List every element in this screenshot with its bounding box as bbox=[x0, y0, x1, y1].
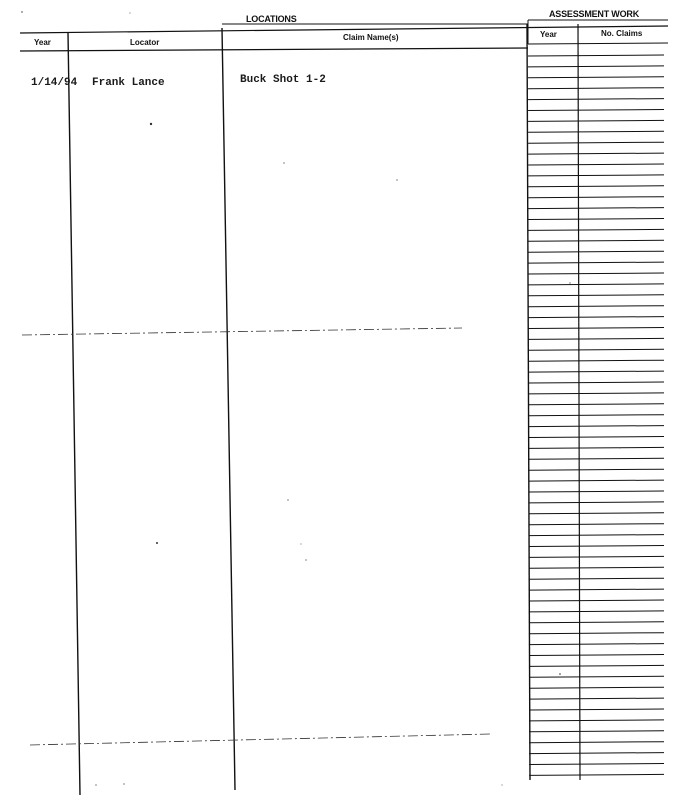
ruled-line bbox=[529, 546, 664, 547]
ruled-line bbox=[529, 524, 664, 525]
ruled-line bbox=[528, 306, 664, 307]
ruled-line bbox=[528, 99, 664, 100]
ruled-line bbox=[528, 77, 664, 78]
ruled-line bbox=[529, 426, 664, 427]
assessment-work-title: ASSESSMENT WORK bbox=[549, 9, 640, 19]
ruled-line bbox=[528, 120, 664, 121]
ruled-line bbox=[528, 273, 664, 274]
ruled-line bbox=[529, 709, 664, 710]
ruled-line bbox=[528, 186, 664, 187]
ruled-line bbox=[528, 142, 664, 143]
ruled-line bbox=[528, 240, 664, 241]
ruled-line bbox=[528, 251, 664, 252]
ruled-line bbox=[529, 611, 664, 612]
ruled-line bbox=[528, 349, 664, 350]
column-header-year: Year bbox=[34, 38, 51, 47]
ruled-line bbox=[528, 317, 664, 318]
ruled-line bbox=[528, 328, 664, 329]
ruled-line bbox=[529, 698, 664, 699]
ruled-line bbox=[528, 153, 664, 154]
ruled-line bbox=[528, 360, 664, 361]
ruled-line bbox=[528, 175, 664, 176]
ruled-line bbox=[528, 208, 664, 209]
ruled-line bbox=[529, 404, 664, 405]
ruled-line bbox=[528, 229, 664, 230]
ruled-line bbox=[529, 687, 664, 688]
entry-locator: Frank Lance bbox=[92, 77, 165, 89]
ruled-line bbox=[528, 338, 664, 339]
ruled-line bbox=[529, 655, 664, 656]
ruled-line bbox=[529, 753, 664, 754]
ruled-line bbox=[528, 197, 664, 198]
ruled-line bbox=[528, 219, 664, 220]
ruled-line bbox=[528, 295, 664, 296]
ruled-line bbox=[528, 55, 664, 56]
ruled-line bbox=[529, 480, 664, 481]
column-header-no-claims: No. Claims bbox=[601, 29, 643, 38]
ruled-line bbox=[529, 535, 664, 536]
ruled-line bbox=[528, 88, 664, 89]
ruled-line bbox=[528, 66, 664, 67]
ruled-line bbox=[529, 469, 664, 470]
ruled-line bbox=[528, 284, 664, 285]
ruled-line bbox=[529, 589, 664, 590]
ruled-line bbox=[529, 731, 664, 732]
ruled-line bbox=[529, 720, 664, 721]
ruled-line bbox=[529, 567, 664, 568]
entry-year: 1/14/94 bbox=[31, 77, 78, 89]
ruled-line bbox=[529, 774, 664, 775]
ruled-line bbox=[529, 622, 664, 623]
ruled-line bbox=[529, 491, 664, 492]
ruled-line bbox=[528, 164, 664, 165]
locations-title: LOCATIONS bbox=[246, 14, 297, 24]
ruled-line bbox=[529, 633, 664, 634]
ruled-line bbox=[529, 578, 664, 579]
ruled-line bbox=[528, 110, 664, 111]
entry-claim-name: Buck Shot 1-2 bbox=[240, 74, 326, 86]
ruled-line bbox=[529, 676, 664, 677]
ruled-line bbox=[529, 382, 664, 383]
ruled-line bbox=[529, 502, 664, 503]
ruled-line bbox=[529, 458, 664, 459]
column-header-aw-year: Year bbox=[540, 30, 557, 39]
ruled-line bbox=[529, 393, 664, 394]
ruled-line bbox=[529, 764, 664, 765]
ruled-line bbox=[529, 644, 664, 645]
column-header-locator: Locator bbox=[130, 38, 160, 47]
ruled-line bbox=[529, 600, 664, 601]
ruled-line bbox=[529, 447, 664, 448]
ruled-line bbox=[528, 131, 664, 132]
column-header-claim-names: Claim Name(s) bbox=[343, 33, 399, 42]
ruled-line bbox=[529, 742, 664, 743]
ruled-line bbox=[528, 262, 664, 263]
ruled-line bbox=[529, 556, 664, 557]
ruled-line bbox=[529, 513, 664, 514]
ruled-line bbox=[529, 371, 664, 372]
ruled-line bbox=[529, 437, 664, 438]
ruled-line bbox=[529, 415, 664, 416]
ruled-line bbox=[529, 665, 664, 666]
